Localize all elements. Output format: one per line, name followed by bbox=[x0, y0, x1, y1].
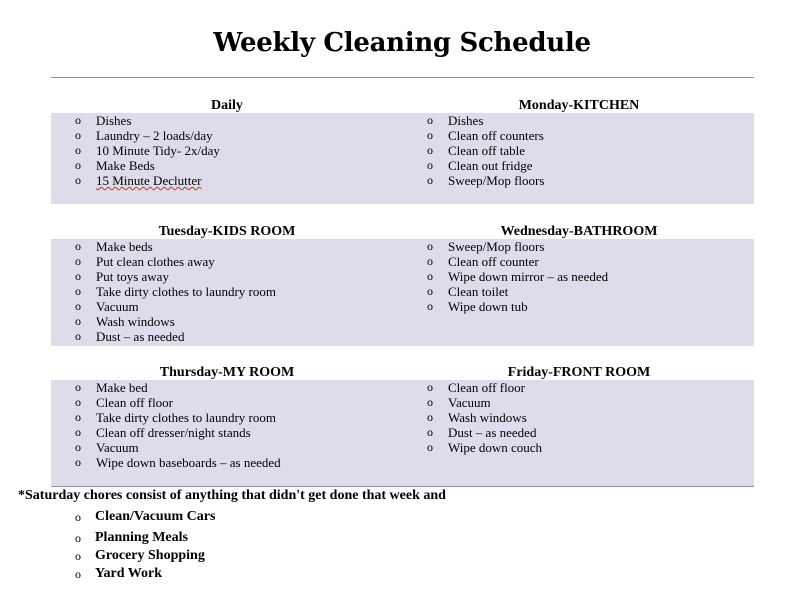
bullet-icon: o bbox=[75, 299, 81, 313]
bullet-icon: o bbox=[427, 380, 433, 394]
bullet-icon: o bbox=[75, 158, 81, 172]
bullet-icon: o bbox=[75, 395, 81, 409]
bullet-icon: o bbox=[75, 269, 81, 283]
section-daily-monday bbox=[51, 98, 754, 204]
bullet-icon: o bbox=[75, 128, 81, 142]
bullet-icon: o bbox=[427, 158, 433, 172]
bullet-icon: o bbox=[427, 440, 433, 454]
bullet-icon: o bbox=[427, 254, 433, 268]
band-thursday-friday: o Make bed o Clean off floor o Take dirty clothes to laundry room o Clean off dresser/night stands o Vacuum o Wipe down baseboards – as needed o Clean off floor o Vacuum o Wash windows o Dust – as needed o Wipe down couch bbox=[51, 380, 754, 486]
bullet-icon: o bbox=[75, 510, 81, 524]
bullet-icon: o bbox=[427, 299, 433, 313]
bullet-icon: o bbox=[427, 425, 433, 439]
bullet-icon: o bbox=[75, 380, 81, 394]
bullet-icon: o bbox=[75, 239, 81, 253]
title-divider bbox=[51, 77, 754, 78]
bottom-divider bbox=[51, 486, 754, 487]
bullet-icon: o bbox=[427, 284, 433, 298]
heading-thursday: Thursday-MY ROOM bbox=[159, 365, 295, 380]
bullet-icon: o bbox=[75, 173, 81, 187]
bullet-icon: o bbox=[427, 113, 433, 127]
heading-wednesday: Wednesday-BATHROOM bbox=[500, 224, 658, 239]
bullet-icon: o bbox=[75, 254, 81, 268]
bullet-icon: o bbox=[75, 329, 81, 343]
bullet-icon: o bbox=[427, 395, 433, 409]
bullet-icon: o bbox=[75, 567, 81, 581]
bullet-icon: o bbox=[75, 113, 81, 127]
bullet-icon: o bbox=[75, 440, 81, 454]
bullet-icon: o bbox=[75, 531, 81, 545]
bullet-icon: o bbox=[75, 284, 81, 298]
heading-daily: Daily bbox=[211, 98, 243, 113]
bullet-icon: o bbox=[427, 173, 433, 187]
heading-friday: Friday-FRONT ROOM bbox=[507, 365, 651, 380]
section-thursday-friday bbox=[51, 365, 754, 486]
band-daily-monday: o Dishes o Laundry – 2 loads/day o 10 Minute Tidy- 2x/day o Make Beds o 15 Minute Declutter o Dishes o Clean off counters o Clean off table o Clean out fridge o Sweep/Mop floors bbox=[51, 113, 754, 204]
bullet-icon: o bbox=[427, 410, 433, 424]
bullet-icon: o bbox=[75, 455, 81, 469]
heading-monday: Monday-KITCHEN bbox=[518, 98, 640, 113]
bullet-icon: o bbox=[427, 239, 433, 253]
bullet-icon: o bbox=[75, 425, 81, 439]
bullet-icon: o bbox=[75, 549, 81, 563]
bullet-icon: o bbox=[427, 143, 433, 157]
bullet-icon: o bbox=[75, 410, 81, 424]
bullet-icon: o bbox=[75, 143, 81, 157]
page-title: Weekly Cleaning Schedule bbox=[213, 28, 591, 58]
heading-tuesday: Tuesday-KIDS ROOM bbox=[158, 224, 296, 239]
saturday-note: *Saturday chores consist of anything that didn't get done that week and bbox=[18, 488, 446, 503]
section-tuesday-wednesday bbox=[51, 224, 754, 346]
band-tuesday-wednesday: o Make beds o Put clean clothes away o Put toys away o Take dirty clothes to laundry room o Vacuum o Wash windows o Dust – as needed o Sweep/Mop floors o Clean off counter o Wipe down mirror – as needed o Clean toilet o Wipe down tub bbox=[51, 239, 754, 346]
bullet-icon: o bbox=[427, 128, 433, 142]
bullet-icon: o bbox=[75, 314, 81, 328]
bullet-icon: o bbox=[427, 269, 433, 283]
